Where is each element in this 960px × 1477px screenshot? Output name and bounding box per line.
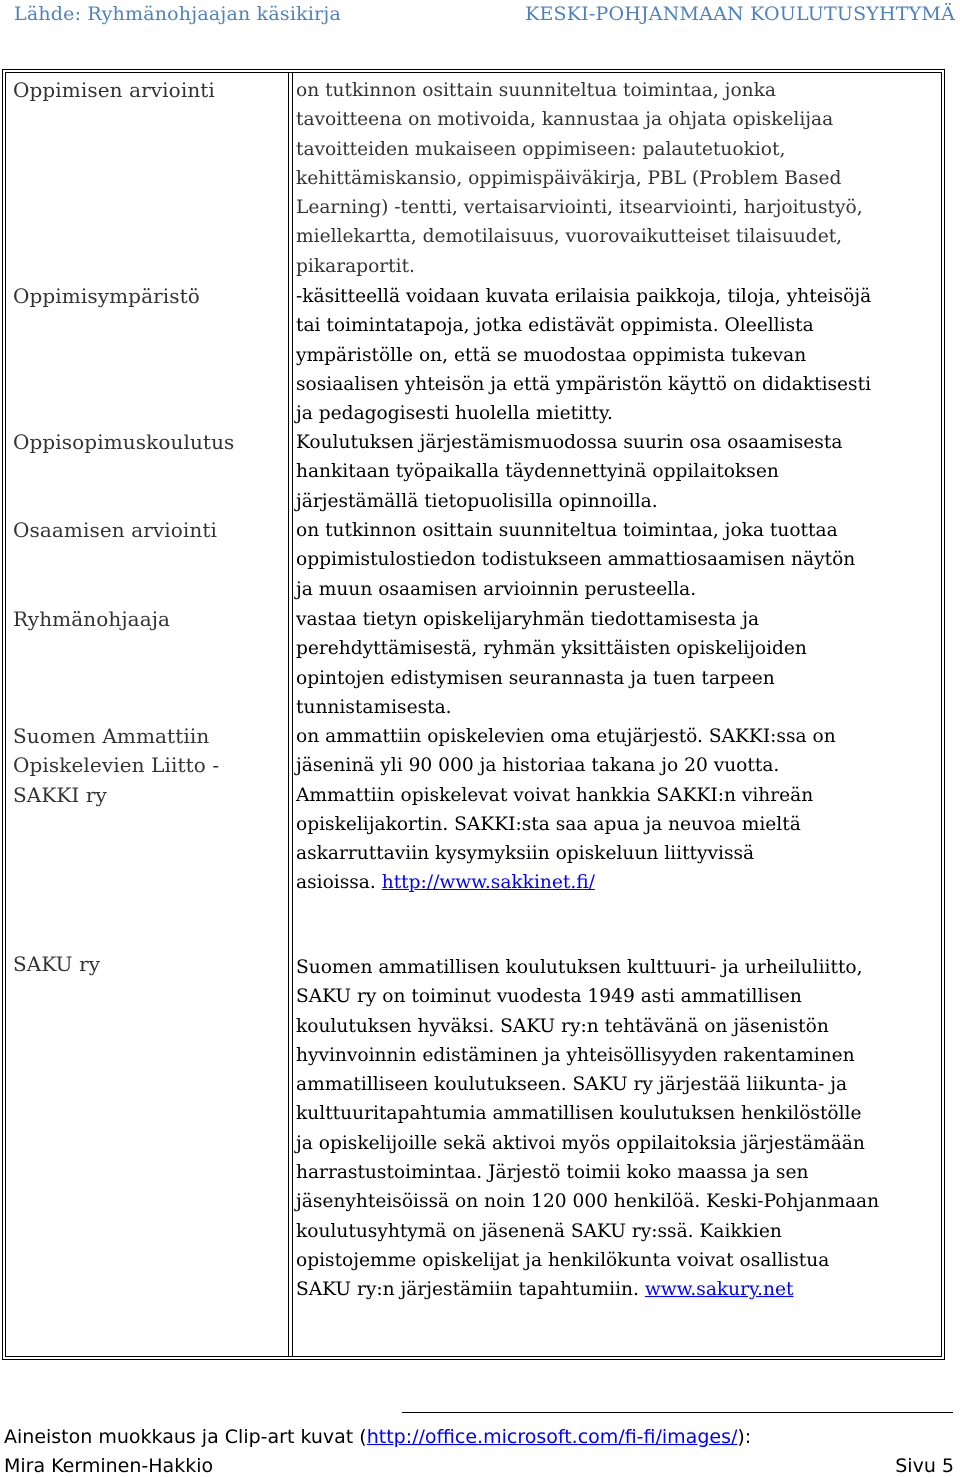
definition-line: SAKU ry on toiminut vuodesta 1949 asti ammatillisen	[296, 986, 802, 1008]
definition-line: hyvinvoinnin edistäminen ja yhteisöllisyyden rakentaminen	[296, 1044, 855, 1066]
definition-line: on ammattiin opiskelevien oma etujärjestö. SAKKI:ssa on	[296, 726, 836, 747]
definition-line: Learning) -tentti, vertaisarviointi, itsearviointi, harjoitustyö,	[296, 197, 863, 219]
definition-line: Ammattiin opiskelevat voivat hankkia SAKKI:n vihreän	[296, 784, 814, 806]
sakkinet-link[interactable]: http://www.sakkinet.fi/	[381, 872, 595, 894]
page-number: Sivu 5	[895, 1455, 954, 1477]
definition-line: vastaa tietyn opiskelijaryhmän tiedottamisesta ja	[296, 609, 760, 630]
definition-line	[296, 1275, 936, 1304]
term-line: Oppimisen arviointi	[13, 78, 215, 102]
term-line: Oppisopimuskoulutus	[13, 430, 235, 454]
term-osaamisen-arviointi	[13, 516, 278, 545]
definition-line: opiskelijakortin. SAKKI:sta saa apua ja neuvoa mieltä	[296, 813, 801, 835]
definition-line: oppimistulostiedon todistukseen ammattiosaamisen näytön	[296, 549, 856, 571]
term-oppimisen-arviointi	[13, 76, 278, 105]
definition-line: askarruttaviin kysymyksiin opiskeluun liittyvissä	[296, 843, 755, 865]
definition-oppisopimuskoulutus	[296, 428, 936, 516]
definition-line: opintojen edistymisen seurannasta ja tuen tarpeen	[296, 667, 775, 689]
definition-line: perehdyttämisestä, ryhmän yksittäisten opiskelijoiden	[296, 638, 807, 660]
definition-line: ja muun osaamisen arvioinnin perusteella.	[296, 578, 697, 600]
definition-line: tavoitteena on motivoida, kannustaa ja ohjata opiskelijaa	[296, 109, 834, 131]
definition-line: Suomen ammatillisen koulutuksen kulttuuri- ja urheiluliitto,	[296, 957, 863, 978]
footer-author: Mira Kerminen-Hakkio	[4, 1455, 214, 1477]
definition-saku	[296, 953, 936, 1305]
term-line: Opiskelevien Liitto -	[13, 753, 220, 778]
term-line: Oppimisympäristö	[13, 284, 200, 308]
definition-line: Koulutuksen järjestämismuodossa suurin osa osaamisesta	[296, 432, 843, 453]
definition-line: koulutusyhtymä on jäsenenä SAKU ry:ssä. Kaikkien	[296, 1220, 782, 1242]
term-oppimisymparisto	[13, 282, 278, 311]
definition-line: tunnistamisesta.	[296, 696, 452, 718]
definition-osaamisen-arviointi	[296, 516, 936, 604]
definition-line: tavoitteiden mukaiseen oppimiseen: palautetuokiot,	[296, 138, 786, 160]
definition-line: kulttuuritapahtumia ammatillisen koulutuksen henkilöstölle	[296, 1103, 862, 1125]
definition-oppimisymparisto	[296, 282, 936, 428]
definition-line: ympäristölle on, että se muodostaa oppimista tukevan	[296, 344, 807, 366]
definition-oppimisen-arviointi	[296, 76, 936, 281]
term-line: Suomen Ammattiin	[13, 724, 210, 748]
term-sakki	[13, 722, 278, 810]
term-line: Ryhmänohjaaja	[13, 607, 171, 631]
definition-text: asioissa.	[296, 872, 382, 894]
term-oppisopimuskoulutus	[13, 428, 278, 457]
term-line: Osaamisen arviointi	[13, 518, 218, 542]
term-saku	[13, 950, 278, 979]
term-line: SAKKI ry	[13, 782, 107, 807]
term-ryhmanohjaaja	[13, 605, 278, 634]
definition-line: on tutkinnon osittain suunniteltua toimintaa, jonka	[296, 80, 776, 101]
definition-line	[296, 868, 936, 897]
term-line: SAKU ry	[13, 952, 101, 976]
definition-line: tai toimintatapoja, jotka edistävät oppimista. Oleellista	[296, 315, 814, 337]
office-images-link[interactable]: http://office.microsoft.com/fi-fi/images/	[366, 1426, 738, 1448]
footer-credits-suffix: ):	[737, 1426, 752, 1448]
column-divider	[288, 73, 293, 1356]
definition-line: ja opiskelijoille sekä aktivoi myös oppilaitoksia järjestämään	[296, 1132, 865, 1154]
definition-line: jäseninä yli 90 000 ja historiaa takana jo 20 vuotta.	[296, 755, 780, 777]
definition-line: ja pedagogisesti huolella mietitty.	[296, 403, 613, 425]
footer-credits-text: Aineiston muokkaus ja Clip-art kuvat (	[4, 1426, 367, 1448]
sakury-link[interactable]: www.sakury.net	[644, 1279, 794, 1301]
definition-line: pikaraportit.	[296, 255, 415, 277]
organization-name: KESKI-POHJANMAAN KOULUTUSYHTYMÄ	[525, 3, 955, 25]
definition-line: opistojemme opiskelijat ja henkilökunta voivat osallistua	[296, 1249, 830, 1271]
definition-line: -käsitteellä voidaan kuvata erilaisia paikkoja, tiloja, yhteisöjä	[296, 286, 872, 307]
definition-line: järjestämällä tietopuolisilla opinnoilla.	[296, 490, 658, 512]
definition-ryhmanohjaaja	[296, 605, 936, 722]
definition-line: hankitaan työpaikalla täydennettyinä oppilaitoksen	[296, 461, 779, 483]
definition-line: sosiaalisen yhteisön ja että ympäristön käyttö on didaktisesti	[296, 373, 872, 395]
definition-line: harrastustoimintaa. Järjestö toimii koko maassa ja sen	[296, 1162, 809, 1184]
footer-rule	[402, 1412, 953, 1413]
definition-line: koulutuksen hyväksi. SAKU ry:n tehtävänä on jäsenistön	[296, 1015, 829, 1037]
footer-credits	[4, 1426, 751, 1448]
definition-line: jäsenyhteisöissä on noin 120 000 henkilöä. Keski-Pohjanmaan	[296, 1191, 880, 1213]
definition-line: miellekartta, demotilaisuus, vuorovaikutteiset tilaisuudet,	[296, 226, 843, 248]
source-title: Lähde: Ryhmänohjaajan käsikirja	[14, 3, 342, 25]
definition-text: SAKU ry:n järjestämiin tapahtumiin.	[296, 1279, 645, 1301]
definition-line: kehittämiskansio, oppimispäiväkirja, PBL (Problem Based	[296, 167, 842, 189]
page-header	[14, 3, 955, 33]
definition-line: on tutkinnon osittain suunniteltua toimintaa, joka tuottaa	[296, 520, 838, 541]
definition-sakki	[296, 722, 936, 898]
footer-author-line	[4, 1455, 954, 1477]
definition-line: ammatilliseen koulutukseen. SAKU ry järjestää liikunta- ja	[296, 1074, 848, 1096]
